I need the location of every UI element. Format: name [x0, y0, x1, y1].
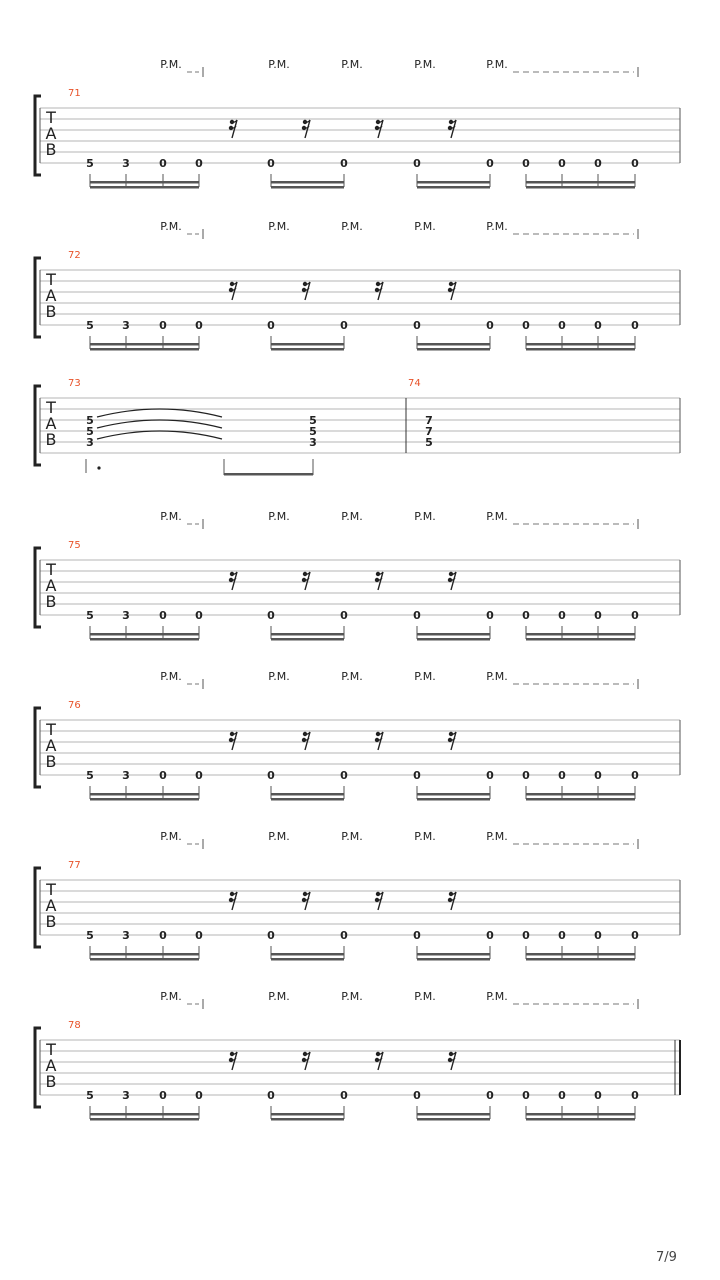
sixteenth-rest: [375, 1052, 383, 1070]
fret-number: 0: [340, 1089, 348, 1102]
fret-number: 7: [425, 425, 433, 438]
beam: [417, 633, 490, 636]
sixteenth-rest: [302, 1052, 310, 1070]
beam: [526, 343, 635, 346]
fret-number: 0: [486, 769, 494, 782]
tab-clef-letter: B: [45, 430, 57, 449]
fret-number: 0: [267, 319, 275, 332]
fret-number: 0: [195, 319, 203, 332]
beam: [271, 1113, 344, 1116]
tab-clef-letter: A: [45, 1056, 57, 1075]
fret-number: 5: [425, 436, 433, 449]
beam: [271, 1118, 344, 1121]
fret-number: 0: [631, 319, 639, 332]
beam: [417, 793, 490, 796]
beam: [90, 186, 199, 189]
fret-number: 0: [195, 929, 203, 942]
beam: [271, 348, 344, 351]
tab-clef-letter: A: [45, 736, 57, 755]
beam: [90, 343, 199, 346]
beam: [526, 1118, 635, 1121]
beam: [224, 473, 313, 476]
sixteenth-rest: [448, 732, 456, 750]
fret-number: 5: [86, 157, 94, 170]
beam: [417, 953, 490, 956]
beam: [417, 181, 490, 184]
tab-clef-letter: T: [46, 880, 56, 899]
beam: [90, 798, 199, 801]
palm-mute-label: P.M.: [268, 510, 290, 523]
bar-number: 75: [68, 540, 81, 551]
fret-number: 0: [267, 157, 275, 170]
beam: [271, 638, 344, 641]
fret-number: 3: [122, 319, 130, 332]
palm-mute-label: P.M.: [160, 510, 182, 523]
tab-clef-letter: B: [45, 1072, 57, 1091]
palm-mute-label: P.M.: [160, 58, 182, 71]
fret-number: 0: [522, 609, 530, 622]
sixteenth-rest: [375, 892, 383, 910]
fret-number: 0: [594, 929, 602, 942]
fret-number: 3: [122, 609, 130, 622]
fret-number: 0: [413, 319, 421, 332]
tab-clef-letter: T: [46, 720, 56, 739]
fret-number: 0: [486, 929, 494, 942]
palm-mute-label: P.M.: [341, 510, 363, 523]
fret-number: 0: [340, 769, 348, 782]
beam: [526, 958, 635, 961]
beam: [271, 633, 344, 636]
palm-mute-label: P.M.: [486, 510, 508, 523]
bar-number: 77: [68, 860, 81, 871]
beam: [417, 958, 490, 961]
beam: [90, 793, 199, 796]
bar-number: 78: [68, 1020, 81, 1031]
fret-number: 3: [122, 1089, 130, 1102]
sixteenth-rest: [448, 120, 456, 138]
palm-mute-label: P.M.: [341, 670, 363, 683]
dotted-note-dot: [97, 466, 100, 469]
fret-number: 0: [159, 929, 167, 942]
beam: [271, 793, 344, 796]
fret-number: 0: [594, 609, 602, 622]
beam: [271, 958, 344, 961]
palm-mute-label: P.M.: [268, 830, 290, 843]
fret-number: 0: [594, 1089, 602, 1102]
tab-clef-letter: T: [46, 398, 56, 417]
sixteenth-rest: [229, 282, 237, 300]
beam: [90, 348, 199, 351]
beam: [417, 186, 490, 189]
sixteenth-rest: [375, 282, 383, 300]
palm-mute-label: P.M.: [160, 670, 182, 683]
sixteenth-rest: [302, 120, 310, 138]
fret-number: 0: [522, 929, 530, 942]
sixteenth-rest: [375, 120, 383, 138]
tab-clef-letter: B: [45, 592, 57, 611]
fret-number: 0: [195, 157, 203, 170]
tab-clef-letter: A: [45, 896, 57, 915]
fret-number: 5: [86, 609, 94, 622]
tab-clef-letter: B: [45, 752, 57, 771]
palm-mute-label: P.M.: [160, 990, 182, 1003]
palm-mute-label: P.M.: [414, 510, 436, 523]
beam: [90, 953, 199, 956]
fret-number: 0: [159, 769, 167, 782]
fret-number: 0: [413, 609, 421, 622]
fret-number: 0: [267, 929, 275, 942]
palm-mute-label: P.M.: [160, 220, 182, 233]
tie-arc: [97, 409, 222, 417]
fret-number: 0: [159, 609, 167, 622]
fret-number: 0: [486, 319, 494, 332]
palm-mute-label: P.M.: [268, 58, 290, 71]
bar-number: 74: [408, 378, 421, 389]
fret-number: 0: [267, 609, 275, 622]
fret-number: 0: [558, 769, 566, 782]
beam: [417, 638, 490, 641]
tab-clef-letter: A: [45, 414, 57, 433]
beam: [90, 633, 199, 636]
palm-mute-label: P.M.: [341, 830, 363, 843]
fret-number: 3: [122, 157, 130, 170]
fret-number: 0: [340, 157, 348, 170]
fret-number: 0: [195, 1089, 203, 1102]
sixteenth-rest: [302, 732, 310, 750]
tab-clef-letter: T: [46, 560, 56, 579]
palm-mute-label: P.M.: [486, 830, 508, 843]
sixteenth-rest: [229, 732, 237, 750]
fret-number: 5: [86, 769, 94, 782]
fret-number: 0: [558, 609, 566, 622]
fret-number: 0: [594, 157, 602, 170]
bar-number: 73: [68, 378, 81, 389]
palm-mute-label: P.M.: [268, 670, 290, 683]
fret-number: 0: [267, 1089, 275, 1102]
beam: [526, 793, 635, 796]
sixteenth-rest: [302, 892, 310, 910]
fret-number: 0: [486, 157, 494, 170]
sixteenth-rest: [302, 572, 310, 590]
bar-number: 76: [68, 700, 81, 711]
beam: [271, 343, 344, 346]
tab-clef-letter: A: [45, 286, 57, 305]
fret-number: 0: [340, 319, 348, 332]
fret-number: 0: [558, 157, 566, 170]
tab-clef-letter: T: [46, 270, 56, 289]
beam: [526, 633, 635, 636]
fret-number: 0: [159, 157, 167, 170]
fret-number: 0: [195, 769, 203, 782]
fret-number: 7: [425, 414, 433, 427]
beam: [271, 181, 344, 184]
fret-number: 0: [522, 319, 530, 332]
fret-number: 0: [558, 929, 566, 942]
fret-number: 0: [631, 609, 639, 622]
fret-number: 0: [413, 929, 421, 942]
fret-number: 3: [122, 769, 130, 782]
beam: [271, 953, 344, 956]
fret-number: 0: [340, 929, 348, 942]
fret-number: 0: [631, 929, 639, 942]
fret-number: 0: [413, 1089, 421, 1102]
palm-mute-label: P.M.: [268, 990, 290, 1003]
fret-number: 0: [413, 157, 421, 170]
tie-arc: [97, 431, 222, 439]
bar-number: 71: [68, 88, 81, 99]
sixteenth-rest: [375, 572, 383, 590]
bar-number: 72: [68, 250, 81, 261]
beam: [526, 1113, 635, 1116]
fret-number: 3: [122, 929, 130, 942]
palm-mute-label: P.M.: [414, 830, 436, 843]
tab-clef-letter: A: [45, 576, 57, 595]
fret-number: 0: [159, 1089, 167, 1102]
palm-mute-label: P.M.: [486, 990, 508, 1003]
beam: [526, 953, 635, 956]
fret-number: 0: [631, 1089, 639, 1102]
palm-mute-label: P.M.: [414, 990, 436, 1003]
fret-number: 0: [558, 1089, 566, 1102]
palm-mute-label: P.M.: [341, 990, 363, 1003]
fret-number: 0: [522, 1089, 530, 1102]
sixteenth-rest: [302, 282, 310, 300]
palm-mute-label: P.M.: [160, 830, 182, 843]
fret-number: 0: [594, 769, 602, 782]
beam: [90, 958, 199, 961]
fret-number: 0: [558, 319, 566, 332]
beam: [526, 638, 635, 641]
sixteenth-rest: [448, 572, 456, 590]
palm-mute-label: P.M.: [486, 58, 508, 71]
fret-number: 0: [195, 609, 203, 622]
beam: [526, 798, 635, 801]
fret-number: 5: [309, 425, 317, 438]
fret-number: 5: [309, 414, 317, 427]
fret-number: 0: [631, 769, 639, 782]
tab-clef-letter: T: [46, 1040, 56, 1059]
fret-number: 0: [486, 1089, 494, 1102]
sixteenth-rest: [448, 1052, 456, 1070]
tie-arc: [97, 420, 222, 428]
palm-mute-label: P.M.: [414, 58, 436, 71]
fret-number: 0: [522, 157, 530, 170]
beam: [90, 1113, 199, 1116]
sixteenth-rest: [375, 732, 383, 750]
beam: [526, 181, 635, 184]
sixteenth-rest: [229, 572, 237, 590]
fret-number: 0: [340, 609, 348, 622]
beam: [271, 798, 344, 801]
beam: [526, 186, 635, 189]
fret-number: 5: [86, 319, 94, 332]
beam: [417, 798, 490, 801]
fret-number: 5: [86, 1089, 94, 1102]
fret-number: 0: [267, 769, 275, 782]
fret-number: 0: [413, 769, 421, 782]
sixteenth-rest: [229, 120, 237, 138]
palm-mute-label: P.M.: [268, 220, 290, 233]
fret-number: 0: [631, 157, 639, 170]
tab-clef-letter: A: [45, 124, 57, 143]
sixteenth-rest: [448, 282, 456, 300]
beam: [271, 186, 344, 189]
fret-number: 0: [594, 319, 602, 332]
tab-clef-letter: B: [45, 912, 57, 931]
palm-mute-label: P.M.: [414, 220, 436, 233]
fret-number: 5: [86, 929, 94, 942]
beam: [526, 348, 635, 351]
sixteenth-rest: [229, 892, 237, 910]
beam: [90, 1118, 199, 1121]
beam: [417, 343, 490, 346]
sixteenth-rest: [229, 1052, 237, 1070]
beam: [417, 348, 490, 351]
fret-number: 0: [159, 319, 167, 332]
sixteenth-rest: [448, 892, 456, 910]
palm-mute-label: P.M.: [486, 220, 508, 233]
palm-mute-label: P.M.: [486, 670, 508, 683]
beam: [417, 1118, 490, 1121]
fret-number: 5: [86, 425, 94, 438]
palm-mute-label: P.M.: [414, 670, 436, 683]
beam: [417, 1113, 490, 1116]
fret-number: 0: [522, 769, 530, 782]
tab-clef-letter: B: [45, 302, 57, 321]
fret-number: 3: [309, 436, 317, 449]
fret-number: 3: [86, 436, 94, 449]
beam: [90, 181, 199, 184]
tab-clef-letter: B: [45, 140, 57, 159]
beam: [90, 638, 199, 641]
page-number: 7/9: [656, 1250, 677, 1265]
palm-mute-label: P.M.: [341, 58, 363, 71]
tab-clef-letter: T: [46, 108, 56, 127]
fret-number: 0: [486, 609, 494, 622]
fret-number: 5: [86, 414, 94, 427]
palm-mute-label: P.M.: [341, 220, 363, 233]
